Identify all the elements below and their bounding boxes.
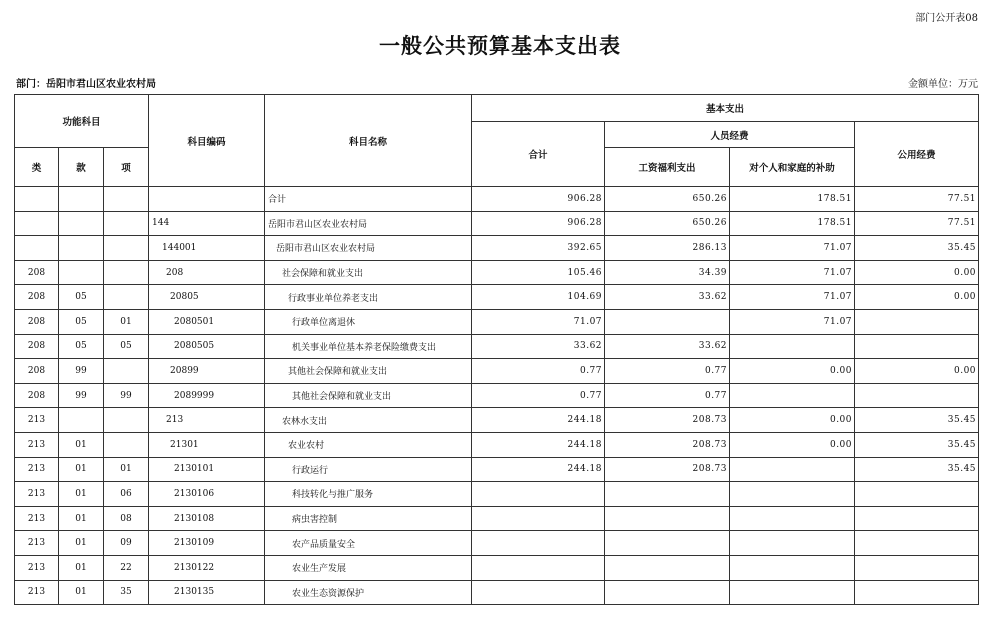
cell-salary: [605, 531, 730, 556]
cell-code: 144: [149, 211, 265, 236]
header-name: 科目名称: [265, 95, 472, 187]
cell-xiang: [104, 236, 149, 261]
cell-code: 2130106: [149, 482, 265, 507]
cell-name: 行政运行: [265, 457, 472, 482]
table-row: [15, 432, 979, 457]
cell-kuan: [59, 187, 104, 212]
cell-name: 科技转化与推广服务: [265, 482, 472, 507]
cell-total: 906.28: [472, 187, 605, 212]
cell-lei: 208: [15, 383, 59, 408]
cell-xiang: 09: [104, 531, 149, 556]
cell-kuan: 01: [59, 580, 104, 605]
cell-public: 35.45: [855, 457, 979, 482]
cell-lei: 208: [15, 285, 59, 310]
cell-public: 0.00: [855, 359, 979, 384]
cell-kuan: [59, 236, 104, 261]
cell-lei: 208: [15, 309, 59, 334]
cell-public: [855, 309, 979, 334]
cell-code: 20899: [149, 359, 265, 384]
cell-salary: [605, 506, 730, 531]
cell-kuan: [59, 211, 104, 236]
cell-xiang: [104, 432, 149, 457]
cell-total: 0.77: [472, 383, 605, 408]
cell-subsidy: [730, 383, 855, 408]
cell-xiang: [104, 187, 149, 212]
cell-code: 2130108: [149, 506, 265, 531]
cell-code: 21301: [149, 432, 265, 457]
table-row: [15, 211, 979, 236]
cell-subsidy: 71.07: [730, 236, 855, 261]
cell-xiang: 99: [104, 383, 149, 408]
cell-lei: 213: [15, 506, 59, 531]
cell-name: 合计: [265, 187, 472, 212]
cell-xiang: 08: [104, 506, 149, 531]
header-function-subject: 功能科目: [15, 95, 149, 148]
cell-total: 244.18: [472, 408, 605, 433]
cell-total: 244.18: [472, 432, 605, 457]
cell-salary: 286.13: [605, 236, 730, 261]
cell-subsidy: 178.51: [730, 211, 855, 236]
table-row: [15, 309, 979, 334]
cell-name: 农产品质量安全: [265, 531, 472, 556]
cell-total: [472, 555, 605, 580]
header-lei: 类: [15, 148, 59, 187]
cell-kuan: [59, 260, 104, 285]
cell-public: [855, 531, 979, 556]
cell-public: [855, 555, 979, 580]
cell-public: 0.00: [855, 285, 979, 310]
cell-code: 2130109: [149, 531, 265, 556]
cell-total: 244.18: [472, 457, 605, 482]
cell-subsidy: [730, 531, 855, 556]
cell-name: 行政事业单位养老支出: [265, 285, 472, 310]
cell-salary: 0.77: [605, 359, 730, 384]
cell-lei: 213: [15, 457, 59, 482]
table-row: [15, 187, 979, 212]
cell-public: 35.45: [855, 432, 979, 457]
cell-public: [855, 580, 979, 605]
cell-subsidy: 71.07: [730, 309, 855, 334]
budget-table: [14, 94, 979, 605]
cell-name: 社会保障和就业支出: [265, 260, 472, 285]
cell-kuan: 99: [59, 359, 104, 384]
cell-code: 213: [149, 408, 265, 433]
cell-name: 农业生产发展: [265, 555, 472, 580]
cell-lei: [15, 211, 59, 236]
cell-subsidy: 71.07: [730, 285, 855, 310]
cell-salary: 650.26: [605, 187, 730, 212]
cell-xiang: [104, 211, 149, 236]
cell-lei: 213: [15, 408, 59, 433]
cell-salary: [605, 309, 730, 334]
cell-salary: 208.73: [605, 457, 730, 482]
cell-code: 2130122: [149, 555, 265, 580]
department-label: 部门：岳阳市君山区农业农村局: [16, 79, 156, 90]
cell-public: 0.00: [855, 260, 979, 285]
cell-xiang: 06: [104, 482, 149, 507]
cell-salary: 33.62: [605, 334, 730, 359]
table-row: [15, 408, 979, 433]
header-total: 合计: [472, 122, 605, 187]
cell-total: [472, 531, 605, 556]
cell-lei: [15, 236, 59, 261]
cell-kuan: [59, 408, 104, 433]
cell-lei: 213: [15, 555, 59, 580]
cell-salary: 650.26: [605, 211, 730, 236]
table-row: [15, 260, 979, 285]
cell-total: 392.65: [472, 236, 605, 261]
cell-xiang: [104, 260, 149, 285]
cell-total: [472, 482, 605, 507]
cell-kuan: 01: [59, 457, 104, 482]
cell-xiang: [104, 359, 149, 384]
table-row: [15, 457, 979, 482]
cell-salary: [605, 482, 730, 507]
table-row: [15, 506, 979, 531]
cell-subsidy: [730, 580, 855, 605]
cell-total: [472, 506, 605, 531]
cell-code: 2080501: [149, 309, 265, 334]
cell-xiang: 05: [104, 334, 149, 359]
cell-subsidy: [730, 457, 855, 482]
cell-subsidy: [730, 482, 855, 507]
cell-code: 2089999: [149, 383, 265, 408]
cell-subsidy: 0.00: [730, 408, 855, 433]
table-row: [15, 236, 979, 261]
cell-lei: [15, 187, 59, 212]
cell-subsidy: [730, 334, 855, 359]
table-row: [15, 580, 979, 605]
cell-subsidy: 71.07: [730, 260, 855, 285]
header-personnel: 人员经费: [605, 122, 855, 148]
cell-public: 77.51: [855, 211, 979, 236]
header-kuan: 款: [59, 148, 104, 187]
cell-name: 农业农村: [265, 432, 472, 457]
cell-total: 105.46: [472, 260, 605, 285]
cell-name: 病虫害控制: [265, 506, 472, 531]
table-row: [15, 359, 979, 384]
cell-kuan: 01: [59, 506, 104, 531]
cell-code: 2080505: [149, 334, 265, 359]
cell-kuan: 01: [59, 432, 104, 457]
cell-total: 71.07: [472, 309, 605, 334]
document-code: 部门公开表08: [915, 13, 978, 24]
cell-total: 906.28: [472, 211, 605, 236]
cell-code: 2130135: [149, 580, 265, 605]
cell-kuan: 99: [59, 383, 104, 408]
table-body: [15, 187, 979, 605]
unit-label: 金额单位：万元: [908, 79, 978, 90]
cell-salary: 34.39: [605, 260, 730, 285]
cell-salary: [605, 555, 730, 580]
cell-code: 208: [149, 260, 265, 285]
table-row: [15, 555, 979, 580]
cell-name: 其他社会保障和就业支出: [265, 383, 472, 408]
page-title: 一般公共预算基本支出表: [379, 34, 621, 58]
cell-subsidy: [730, 555, 855, 580]
cell-name: 机关事业单位基本养老保险缴费支出: [265, 334, 472, 359]
table-row: [15, 285, 979, 310]
cell-name: 行政单位离退休: [265, 309, 472, 334]
cell-name: 岳阳市君山区农业农村局: [265, 211, 472, 236]
cell-xiang: [104, 408, 149, 433]
cell-public: 35.45: [855, 408, 979, 433]
cell-xiang: 35: [104, 580, 149, 605]
cell-code: [149, 187, 265, 212]
cell-total: 104.69: [472, 285, 605, 310]
cell-name: 农业生态资源保护: [265, 580, 472, 605]
cell-xiang: 01: [104, 309, 149, 334]
table-row: [15, 482, 979, 507]
cell-public: 35.45: [855, 236, 979, 261]
cell-lei: 208: [15, 334, 59, 359]
cell-lei: 208: [15, 260, 59, 285]
cell-lei: 213: [15, 531, 59, 556]
cell-salary: 0.77: [605, 383, 730, 408]
cell-kuan: 01: [59, 482, 104, 507]
cell-name: 农林水支出: [265, 408, 472, 433]
cell-subsidy: [730, 506, 855, 531]
cell-lei: 208: [15, 359, 59, 384]
header-xiang: 项: [104, 148, 149, 187]
cell-xiang: 22: [104, 555, 149, 580]
cell-lei: 213: [15, 482, 59, 507]
cell-subsidy: 0.00: [730, 432, 855, 457]
table-row: [15, 383, 979, 408]
cell-kuan: 01: [59, 555, 104, 580]
cell-code: 20805: [149, 285, 265, 310]
cell-kuan: 05: [59, 334, 104, 359]
header-basic-expense: 基本支出: [472, 95, 979, 122]
cell-kuan: 05: [59, 285, 104, 310]
cell-public: [855, 383, 979, 408]
cell-kuan: 05: [59, 309, 104, 334]
table-row: [15, 531, 979, 556]
cell-name: 岳阳市君山区农业农村局: [265, 236, 472, 261]
cell-salary: 208.73: [605, 432, 730, 457]
cell-salary: [605, 580, 730, 605]
header-public: 公用经费: [855, 122, 979, 187]
cell-salary: 33.62: [605, 285, 730, 310]
cell-subsidy: 0.00: [730, 359, 855, 384]
header-code: 科目编码: [149, 95, 265, 187]
cell-xiang: 01: [104, 457, 149, 482]
table-row: [15, 334, 979, 359]
header-salary: 工资福利支出: [605, 148, 730, 187]
cell-code: 2130101: [149, 457, 265, 482]
header-subsidy: 对个人和家庭的补助: [730, 148, 855, 187]
cell-name: 其他社会保障和就业支出: [265, 359, 472, 384]
cell-public: 77.51: [855, 187, 979, 212]
cell-lei: 213: [15, 432, 59, 457]
cell-code: 144001: [149, 236, 265, 261]
cell-lei: 213: [15, 580, 59, 605]
cell-subsidy: 178.51: [730, 187, 855, 212]
cell-total: [472, 580, 605, 605]
cell-public: [855, 506, 979, 531]
cell-public: [855, 334, 979, 359]
cell-salary: 208.73: [605, 408, 730, 433]
cell-total: 33.62: [472, 334, 605, 359]
cell-kuan: 01: [59, 531, 104, 556]
cell-public: [855, 482, 979, 507]
cell-total: 0.77: [472, 359, 605, 384]
cell-xiang: [104, 285, 149, 310]
